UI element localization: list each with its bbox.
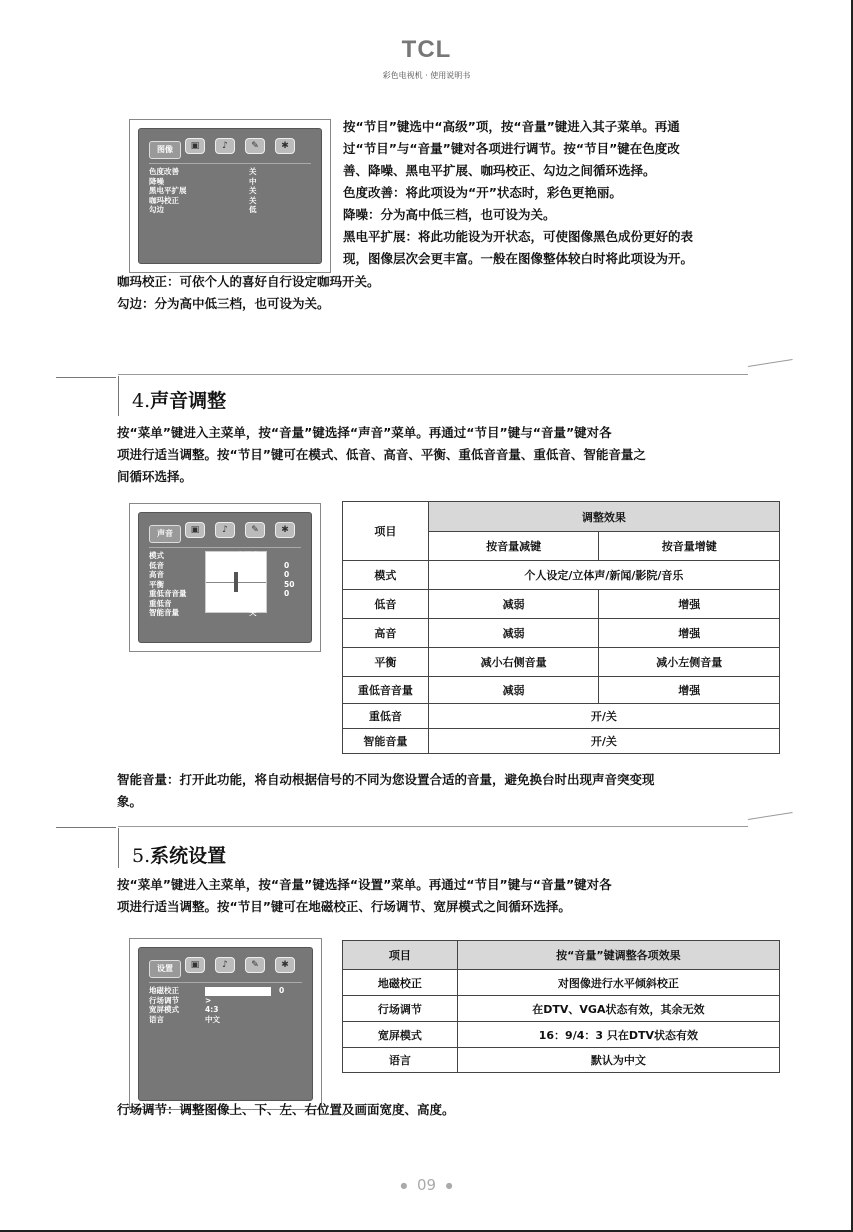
table-header-up: 按音量增键 [599, 532, 780, 561]
brand-logo: TCL [401, 36, 452, 63]
tools-tab-icon: ✎ [245, 138, 265, 154]
table-header-effect: 调整效果 [428, 502, 779, 532]
osd-row: 语言 中文 [149, 1014, 220, 1024]
osd-row: 平衡 50 [149, 579, 295, 589]
sound-tab-icon: ♪ [215, 957, 235, 973]
table-row: 模式 个人设定/立体声/新闻/影院/音乐 [343, 561, 780, 590]
section-title-sound: 4.声音调整 [132, 390, 227, 412]
header-subtitle: 彩色电视机 · 使用说明书 [382, 71, 471, 80]
osd-row: 低音 0 [149, 560, 290, 570]
osd-rows [149, 986, 302, 1024]
setup-tab-icon: ✱ [275, 957, 295, 973]
sound-adjustment-table [342, 501, 780, 754]
osd-panel [138, 512, 312, 643]
table-row: 重低音音量 减弱 增强 [343, 677, 780, 704]
table-row: 智能音量 开/关 [343, 729, 780, 754]
osd-row: 地磁校正 0 [149, 986, 285, 995]
picture-tab-icon: ▣ [185, 957, 205, 973]
osd-tab-icons [185, 522, 295, 538]
osd-tab-icons [185, 957, 295, 973]
osd-tab-icons [185, 138, 295, 154]
table-row: 语言 默认为中文 [343, 1048, 780, 1073]
osd-rows [149, 167, 311, 215]
system-settings-table [342, 940, 780, 1073]
table-row: 宽屏模式 16：9/4：3 只在DTV状态有效 [343, 1022, 780, 1048]
setup-tab-icon: ✱ [275, 138, 295, 154]
table-header-item: 项目 [343, 941, 458, 970]
system-intro: 按“菜单”键进入主菜单，按“音量”键选择“设置”菜单。再通过“节目”键与“音量”键对各 项进行适当调整。按“节目”键可在地磁校正、行场调节、宽屏模式之间循环选择。 [117, 877, 612, 914]
smart-volume-note: 智能音量：打开此功能，将自动根据信号的不同为您设置合适的音量，避免换台时出现声音突变现 象。 [117, 772, 655, 809]
osd-selected-tab: 设置 [149, 960, 181, 978]
table-header-effect: 按“音量”键调整各项效果 [457, 941, 779, 970]
osd-separator [149, 547, 301, 548]
osd-row: 重低音音量 0 [149, 589, 290, 598]
table-row: 地磁校正 对图像进行水平倾斜校正 [343, 970, 780, 996]
table-header-down: 按音量减键 [428, 532, 599, 561]
osd-row: 智能音量 关 [149, 608, 257, 617]
section-divider [118, 826, 748, 827]
section-divider-vertical [118, 376, 119, 416]
table-row: 低音 减弱 增强 [343, 590, 780, 619]
osd-row: 重低音 关 [149, 598, 257, 608]
osd-selected-tab: 图像 [149, 141, 181, 159]
osd-row: 咖玛校正 关 [149, 195, 257, 205]
osd-separator [149, 163, 311, 164]
sound-tab-icon: ♪ [215, 138, 235, 154]
osd-row: 色度改善 关 [149, 167, 257, 176]
osd-row: 高音 0 [149, 570, 290, 579]
tools-tab-icon: ✎ [245, 522, 265, 538]
table-row: 行场调节 在DTV、VGA状态有效，其余无效 [343, 996, 780, 1022]
osd-rows [149, 551, 301, 618]
sound-intro: 按“菜单”键进入主菜单，按“音量”键选择“声音”菜单。再通过“节目”键与“音量”键对各 项进行适当调整。按“节目”键可在模式、低音、高音、平衡、重低音音量、重低音、智能音量之 间循环选择。 [117, 425, 646, 484]
osd-row: 降噪 中 [149, 176, 257, 186]
page-number: ● 09 ● [400, 1176, 453, 1194]
section-title-system: 5.系统设置 [132, 845, 227, 867]
picture-tab-icon: ▣ [185, 138, 205, 154]
picture-description: 按“节目”键选中“高级”项，按“音量”键进入其子菜单。再通 过“节目”与“音量”键对各项进行调节。按“节目”键在色度改 善、降噪、黑电平扩展、咖玛校正、勾边之间循环选择。 色度改善：将此项设为“开”状态时，彩色更艳丽。 降噪：分为高中低三档，也可设为关。 黑电平扩展：将此功能设为开状态，可使图像黑色成份更好的表 现，图像层次会更丰富。一般在图像整体较白时将此项设为开。 [343, 119, 694, 266]
osd-row: 宽屏模式 4:3 [149, 1005, 219, 1014]
table-row: 平衡 减小右侧音量 减小左侧音量 [343, 648, 780, 677]
table-row: 高音 减弱 增强 [343, 619, 780, 648]
tools-tab-icon: ✎ [245, 957, 265, 973]
table-row: 重低音 开/关 [343, 704, 780, 729]
line-field-note: 行场调节：调整图像上、下、左、右位置及画面宽度、高度。 [117, 1102, 455, 1117]
osd-row: 行场调节 > [149, 995, 212, 1005]
osd-row: 黑电平扩展 关 [149, 186, 257, 195]
sound-osd-menu [129, 503, 321, 652]
section-divider [118, 374, 748, 375]
section-divider-vertical [118, 828, 119, 868]
picture-notes: 咖玛校正：可依个人的喜好自行设定咖玛开关。 勾边：分为高中低三档，也可设为关。 [117, 274, 380, 311]
system-osd-menu [129, 938, 322, 1110]
osd-row: 模式 立体声 [149, 551, 260, 560]
osd-row: 勾边 低 [149, 205, 257, 214]
osd-panel [138, 947, 313, 1101]
sound-tab-icon: ♪ [215, 522, 235, 538]
section-divider-left [56, 827, 116, 828]
setup-tab-icon: ✱ [275, 522, 295, 538]
section-divider-left [56, 377, 116, 378]
osd-panel [138, 128, 322, 264]
table-header-item: 项目 [343, 502, 429, 561]
osd-separator [149, 982, 302, 983]
picture-tab-icon: ▣ [185, 522, 205, 538]
picture-osd-menu [129, 119, 331, 273]
osd-selected-tab: 声音 [149, 525, 181, 543]
